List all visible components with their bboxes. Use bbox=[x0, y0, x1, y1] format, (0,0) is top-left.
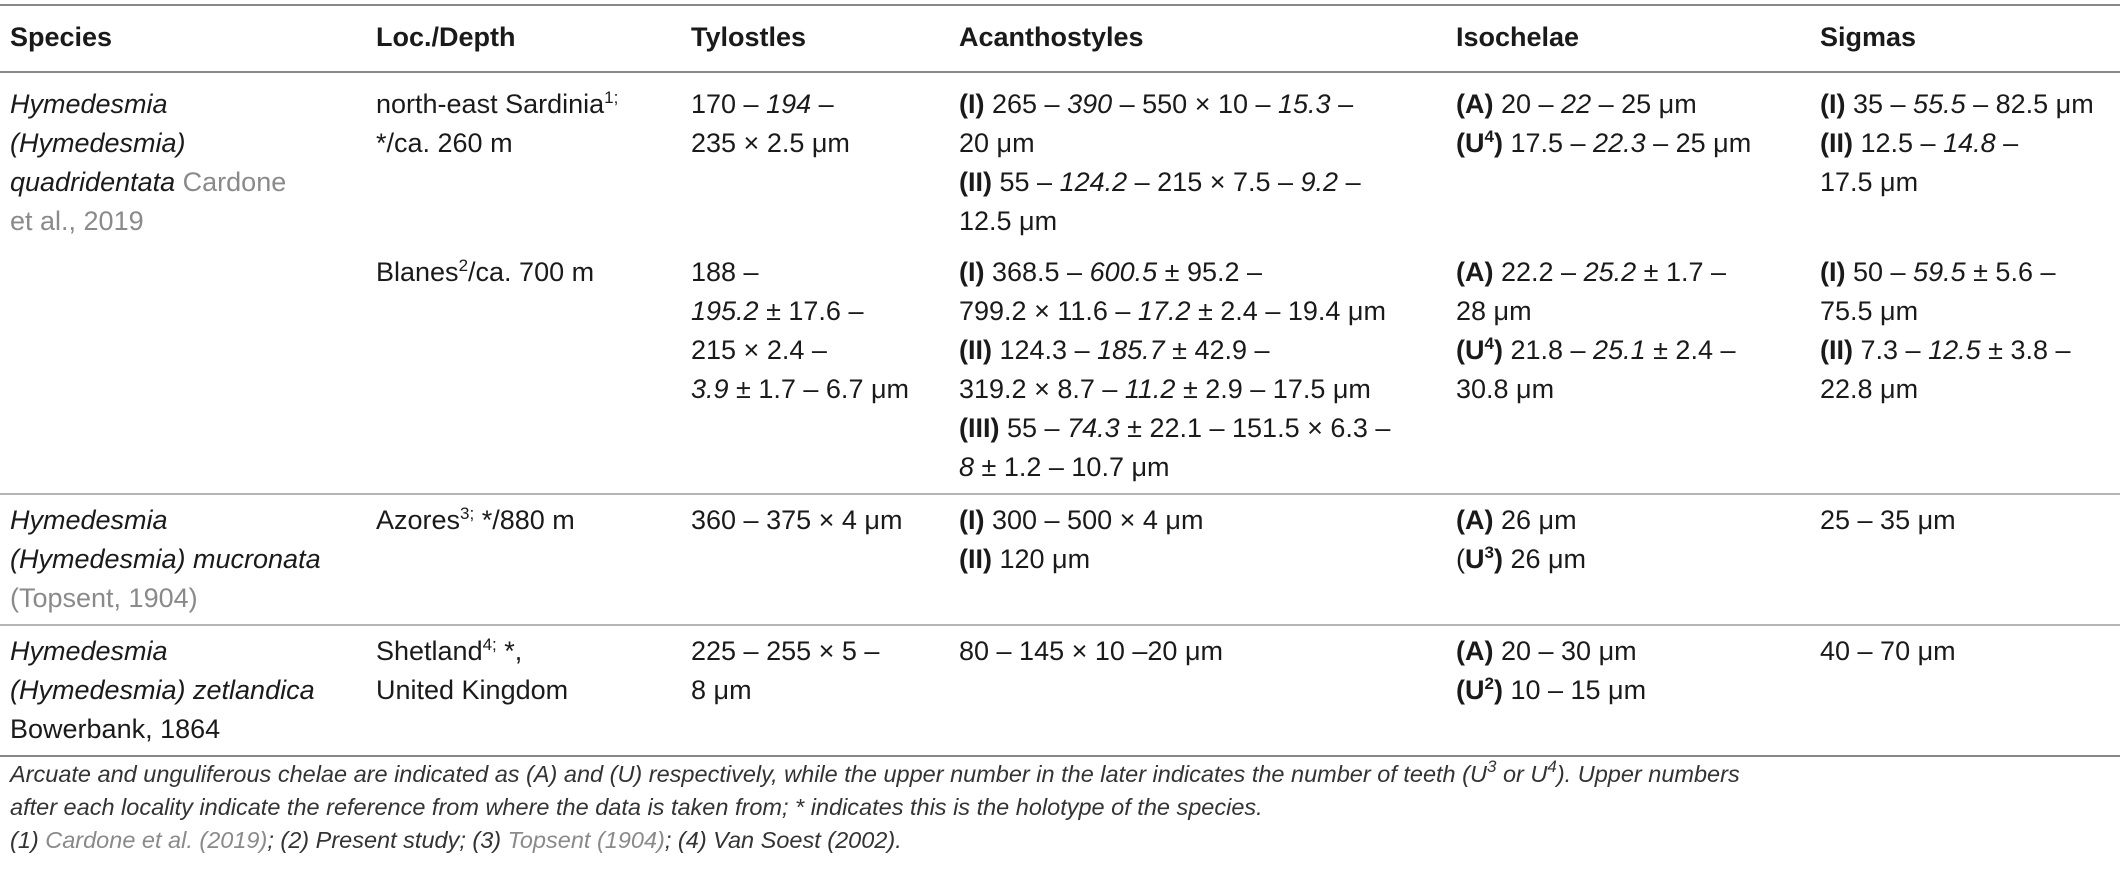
acanthostyles-cell: (I) 300 – 500 × 4 μm (II) 120 μm bbox=[949, 494, 1446, 625]
loc-cell: Blanes$^2$/ca. 700 m bbox=[366, 247, 681, 494]
header-isochelae: Isochelae bbox=[1446, 5, 1810, 72]
tylostyles-cell: 360 – 375 × 4 μm bbox=[681, 494, 949, 625]
table-row bbox=[0, 494, 2120, 625]
species-author-link[interactable]: Cardone bbox=[182, 167, 287, 197]
acanthostyles-cell: 80 – 145 × 10 –20 μm bbox=[949, 625, 1446, 756]
reference-link-cardone[interactable]: Cardone et al. (2019) bbox=[45, 827, 268, 853]
header-sigmas: Sigmas bbox=[1810, 5, 2120, 72]
species-cell: Hymedesmia (Hymedesmia) zetlandica Bowerbank, 1864 bbox=[0, 625, 366, 756]
header-species: Species bbox=[0, 5, 366, 72]
sigmas-cell: (I) 35 – 55.5 – 82.5 μm (II) 12.5 – 14.8 – 17.5 μm bbox=[1820, 89, 2094, 197]
acanthostyles-cell: (I) 265 – 390 – 550 × 10 – 15.3 – 20 μm (II) 55 – 124.2 – 215 × 7.5 – 9.2 – 12.5 μm bbox=[959, 89, 1361, 236]
header-acanthostyles: Acanthostyles bbox=[949, 5, 1446, 72]
isochelae-cell: (A) 20 – 30 μm $(U^2)$ 10 – 15 μm bbox=[1446, 625, 1810, 756]
acanthostyles-cell: (I) 368.5 – 600.5 ± 95.2 – 799.2 × 11.6 – 17.2 ± 2.4 – 19.4 μm (II) 124.3 – 185.7 ± 42.9 – 319.2 × 8.7 – 11.2 ± 2.9 – 17.5 μm (III) 55 – 74.3 ± 22.1 – 151.5 × 6.3 – 8 ± 1.2 – 10.7 μm bbox=[949, 247, 1446, 494]
header-tylostyles: Tylostles bbox=[681, 5, 949, 72]
table-row bbox=[0, 72, 2120, 247]
species-author-link[interactable]: (Topsent, 1904) bbox=[10, 583, 198, 613]
isochelae-cell: (A) 20 – 22 – 25 μm $(U^4)$ 17.5 – 22.3 – 25 μm bbox=[1456, 89, 1752, 158]
header-loc-depth: Loc./Depth bbox=[366, 5, 681, 72]
isochelae-cell: (A) 26 μm $(U^3)$ 26 μm bbox=[1446, 494, 1810, 625]
table-row bbox=[0, 625, 2120, 756]
isochelae-cell: (A) 22.2 – 25.2 ± 1.7 – 28 μm $(U^4)$ 21.8 – 25.1 ± 2.4 – 30.8 μm bbox=[1446, 247, 1810, 494]
loc-cell: north-east Sardinia$^{1;}$ */ca. 260 m bbox=[376, 88, 619, 158]
loc-cell: Shetland$^{4;}$ *, United Kingdom bbox=[366, 625, 681, 756]
table-header-row bbox=[0, 5, 2120, 72]
tylostyles-cell: 188 – 195.2 ± 17.6 – 215 × 2.4 – 3.9 ± 1.7 – 6.7 μm bbox=[681, 247, 949, 494]
tylostyles-cell: 225 – 255 × 5 – 8 μm bbox=[681, 625, 949, 756]
species-cell: Hymedesmia (Hymedesmia) mucronata (Topsent, 1904) bbox=[0, 494, 366, 625]
species-cell: Hymedesmia (Hymedesmia) quadridentata Cardone et al., 2019 bbox=[0, 72, 366, 494]
spicule-table bbox=[0, 4, 2120, 757]
sigmas-cell: (I) 50 – 59.5 ± 5.6 – 75.5 μm (II) 7.3 – 12.5 ± 3.8 – 22.8 μm bbox=[1810, 247, 2120, 494]
reference-link-topsent[interactable]: Topsent (1904) bbox=[507, 827, 665, 853]
species-year-link[interactable]: et al., 2019 bbox=[10, 206, 144, 236]
tylostyles-cell: 170 – 194 – 235 × 2.5 μm bbox=[691, 89, 850, 158]
loc-cell: Azores$^{3;}$ */880 m bbox=[366, 494, 681, 625]
sigmas-cell: 25 – 35 μm bbox=[1810, 494, 2120, 625]
sigmas-cell: 40 – 70 μm bbox=[1810, 625, 2120, 756]
table-footnote: Arcuate and unguliferous chelae are indicated as (A) and (U) respectively, while the upper number in the later indicates the number of teeth ($U^3$ or $U^4$). Upper numbers after each locality indicate the reference from where the data is taken from; * indicates this is the holotype of the species. (1) Cardone et al. (2019); (2) Present study; (3) Topsent (1904); (4) Van Soest (2002). bbox=[10, 757, 1740, 853]
